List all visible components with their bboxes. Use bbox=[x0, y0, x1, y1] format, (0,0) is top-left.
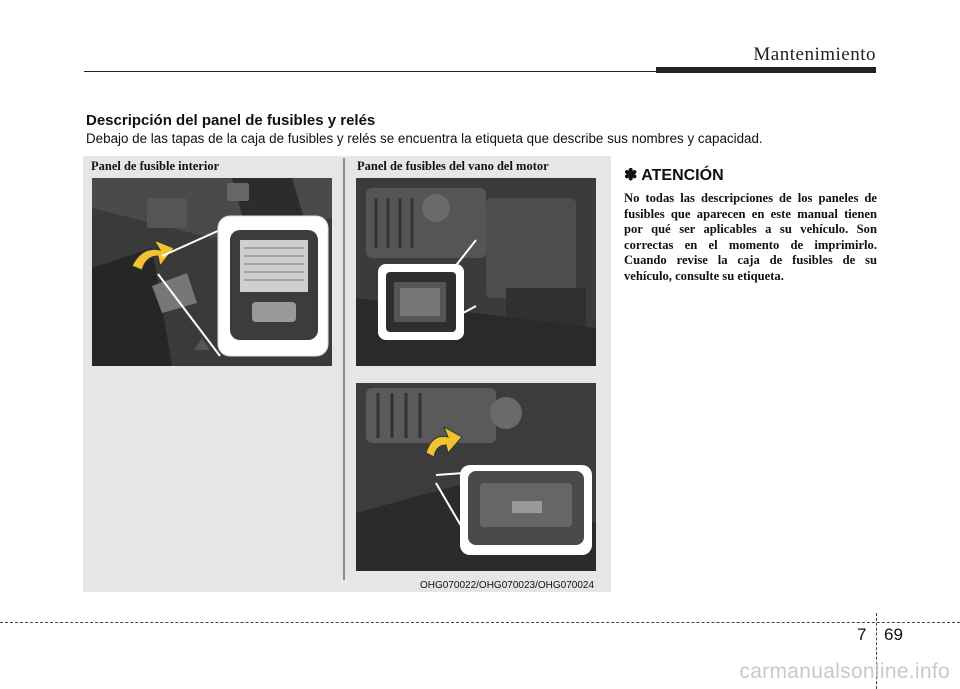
figure-code: OHG070022/OHG070023/OHG070024 bbox=[420, 580, 594, 591]
header-rule bbox=[84, 71, 656, 72]
footer-rule bbox=[0, 622, 960, 623]
engine-panel-label: Panel de fusibles del vano del motor bbox=[357, 159, 549, 173]
watermark: carmanualsonline.info bbox=[739, 660, 950, 683]
figure-divider bbox=[343, 158, 345, 580]
chapter-header-title: Mantenimiento bbox=[753, 44, 876, 65]
engine-fuse-box-cover-photo bbox=[356, 383, 596, 571]
page-number: 69 bbox=[884, 625, 903, 644]
attention-title: ✽ ATENCIÓN bbox=[624, 167, 724, 184]
engine-fuse-panel-photo bbox=[356, 178, 596, 366]
section-description: Debajo de las tapas de la caja de fusibles y relés se encuentra la etiqueta que describe sus nombres y capacidad. bbox=[86, 131, 763, 146]
section-title: Descripción del panel de fusibles y relés bbox=[86, 112, 376, 129]
attention-body: No todas las descripciones de los paneles de fusibles que aparecen en este manual tienen por qué ser aplicables a su vehículo. Son correctas en el momento de imprimirlo. Cuando revise la caja de fusibles de su vehículo, consulte su etiqueta. bbox=[624, 191, 877, 283]
header-rule-accent bbox=[656, 67, 876, 73]
interior-fuse-panel-photo bbox=[92, 178, 332, 366]
chapter-number: 7 bbox=[857, 625, 867, 644]
interior-panel-label: Panel de fusible interior bbox=[91, 159, 220, 173]
